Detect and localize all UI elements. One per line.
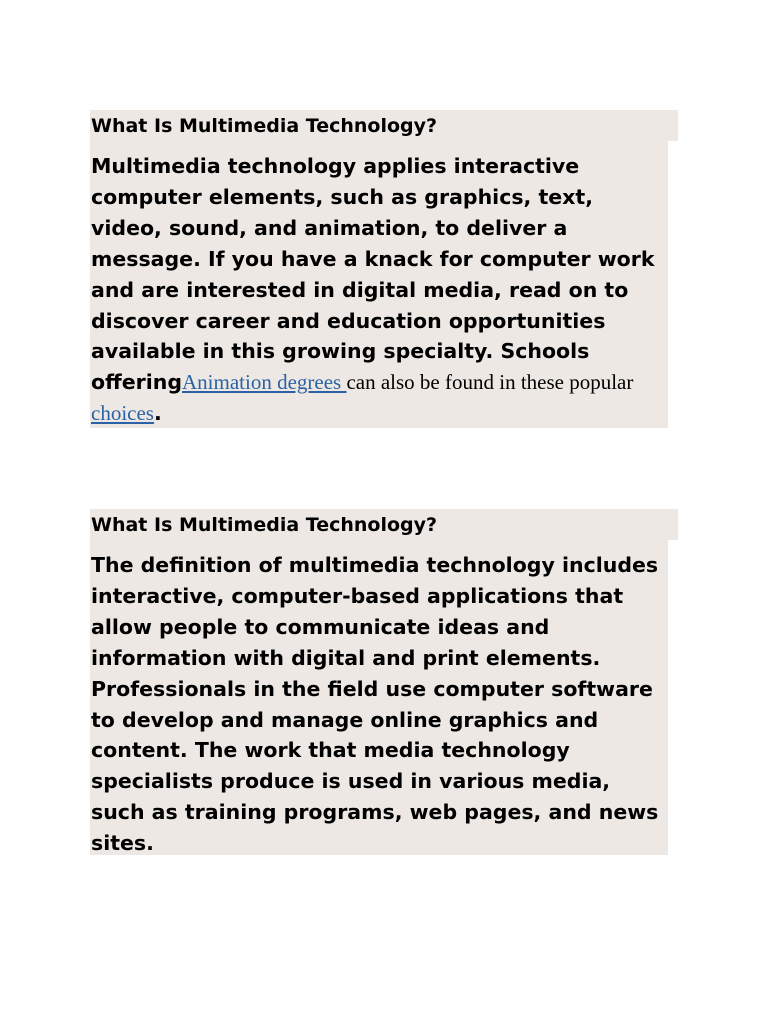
end-punctuation: . [153, 401, 162, 426]
choices-link[interactable]: choices [91, 401, 154, 426]
section-body [90, 141, 668, 428]
body-text-serif: can also be found in these popular [346, 370, 634, 395]
body-text: Multimedia technology applies interactive computer elements, such as graphics, text, video, sound, and animation, to deliver a message. If you have a knack for computer work and are interested in digital media, read on to discover career and education opportunities available in this growing specialty. Schools offering [91, 154, 655, 395]
animation-degrees-link[interactable]: Animation degrees [182, 370, 347, 395]
section-heading: What Is Multimedia Technology? [90, 110, 678, 141]
body-text: The definition of multimedia technology includes interactive, computer-based applications that allow people to communicate ideas and information with digital and print elements. Professionals in the field use computer software to develop and manage online graphics and content. The work that media technology specialists produce is used in various media, such as training programs, web pages, and news sites. [91, 553, 659, 856]
section-body [90, 540, 668, 855]
section-heading: What Is Multimedia Technology? [90, 509, 678, 540]
